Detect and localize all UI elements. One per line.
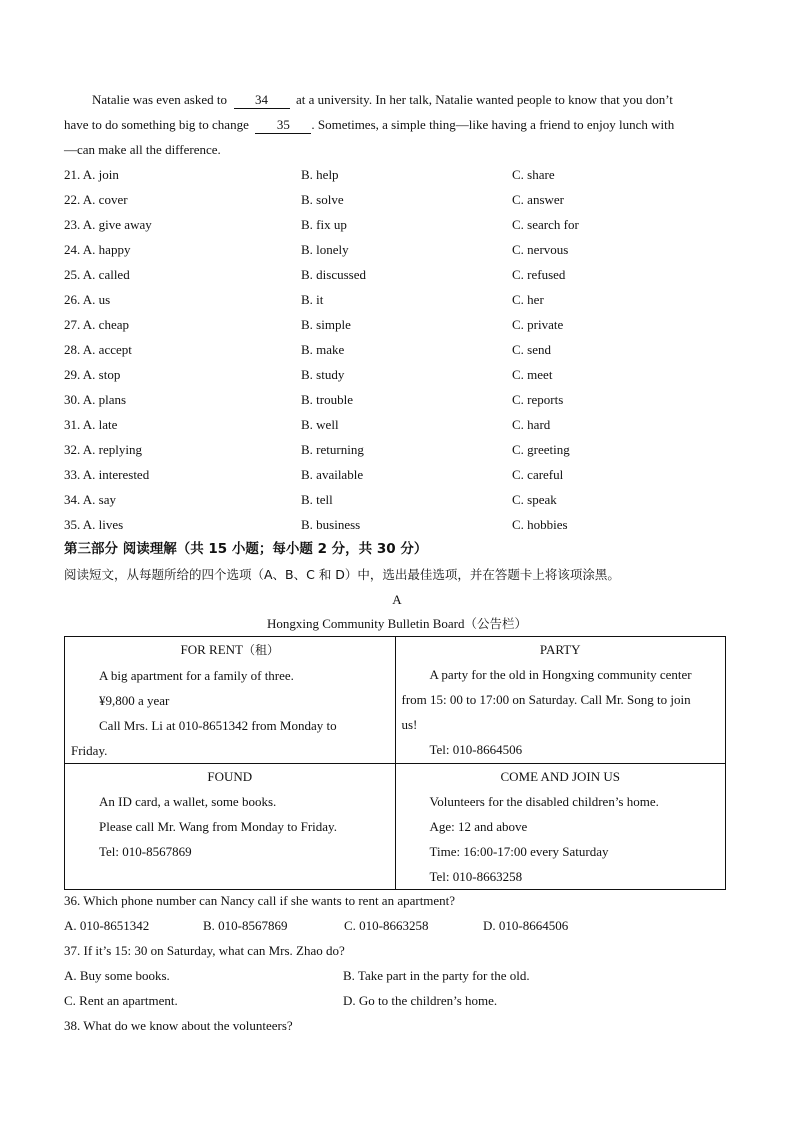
question-36-options — [64, 913, 744, 938]
option-a: 28. A. accept — [64, 342, 132, 357]
answer-option[interactable]: D. Go to the children’s home. — [343, 993, 498, 1008]
option-row — [64, 437, 744, 462]
option-c: C. reports — [512, 392, 564, 407]
option-a: 27. A. cheap — [64, 317, 129, 332]
option-a: 23. A. give away — [64, 217, 152, 232]
option-a: 21. A. join — [64, 167, 119, 182]
option-a: 22. A. cover — [64, 192, 128, 207]
option-b: B. well — [301, 417, 339, 432]
answer-option[interactable]: B. Take part in the party for the old. — [343, 968, 530, 983]
option-row — [64, 362, 744, 387]
option-row — [64, 262, 744, 287]
question-37-options — [64, 963, 744, 988]
option-row — [64, 287, 744, 312]
option-a: 33. A. interested — [64, 467, 150, 482]
option-b: B. trouble — [301, 392, 353, 407]
bulletin-board-table — [64, 636, 726, 890]
passage-line-2: have to do something big to change 35 . Sometimes, a simple thing—like having a friend to enjoy lunch with — [64, 117, 675, 132]
option-a: 31. A. late — [64, 417, 118, 432]
blank-34: 34 — [234, 91, 290, 109]
option-a: 30. A. plans — [64, 392, 127, 407]
notice-heading: FOR RENT（租） — [180, 642, 279, 657]
option-row — [64, 187, 744, 212]
option-c: C. speak — [512, 492, 557, 507]
option-b: B. fix up — [301, 217, 347, 232]
notice-for-rent: FOR RENT（租） A big apartment for a family of three. ¥9,800 a year Call Mrs. Li at 010-8651342 from Monday to Friday. — [65, 637, 396, 764]
option-row — [64, 512, 744, 537]
option-b: B. help — [301, 167, 339, 182]
option-b: B. returning — [301, 442, 364, 457]
option-b: B. study — [301, 367, 345, 382]
option-b: B. lonely — [301, 242, 349, 257]
option-c: C. share — [512, 167, 555, 182]
option-c: C. refused — [512, 267, 566, 282]
option-c: C. greeting — [512, 442, 570, 457]
answer-option[interactable]: C. Rent an apartment. — [64, 993, 178, 1008]
option-row — [64, 387, 744, 412]
section-instruction: 阅读短文，从每题所给的四个选项（A、B、C 和 D）中，选出最佳选项，并在答题卡上将该项涂黑。 — [64, 567, 620, 582]
option-row — [64, 212, 744, 237]
passage-line-1: Natalie was even asked to 34 at a university. In her talk, Natalie wanted people to know that you don’t — [92, 92, 673, 107]
option-a: 24. A. happy — [64, 242, 131, 257]
option-b: B. tell — [301, 492, 333, 507]
option-b: B. simple — [301, 317, 351, 332]
option-a: 35. A. lives — [64, 517, 124, 532]
option-c: C. send — [512, 342, 551, 357]
option-b: B. make — [301, 342, 345, 357]
question-37-options — [64, 988, 744, 1013]
notice-found: FOUND An ID card, a wallet, some books. Please call Mr. Wang from Monday to Friday. Tel: 010-8567869 — [65, 764, 396, 890]
notice-come-and-join: COME AND JOIN US Volunteers for the disabled children’s home. Age: 12 and above Time: 16:00-17:00 every Saturday Tel: 010-8663258 — [395, 764, 726, 890]
option-c: C. private — [512, 317, 564, 332]
option-b: B. it — [301, 292, 324, 307]
option-a: 26. A. us — [64, 292, 111, 307]
option-row — [64, 337, 744, 362]
blank-35: 35 — [255, 116, 311, 134]
passage-line-3: —can make all the difference. — [64, 142, 221, 157]
option-c: C. nervous — [512, 242, 569, 257]
option-row — [64, 412, 744, 437]
option-b: B. available — [301, 467, 364, 482]
option-c: C. careful — [512, 467, 564, 482]
question-36: 36. Which phone number can Nancy call if she wants to rent an apartment? — [64, 893, 456, 908]
option-a: 34. A. say — [64, 492, 116, 507]
option-row — [64, 162, 744, 187]
board-title: Hongxing Community Bulletin Board（公告栏） — [266, 616, 528, 631]
section-title: 第三部分 阅读理解（共 15 小题；每小题 2 分，共 30 分） — [64, 541, 428, 557]
notice-heading: COME AND JOIN US — [500, 769, 621, 784]
notice-heading: PARTY — [539, 642, 581, 657]
answer-option[interactable]: B. 010-8567869 — [203, 918, 288, 933]
option-a: 25. A. called — [64, 267, 130, 282]
option-a: 29. A. stop — [64, 367, 121, 382]
answer-option[interactable]: C. 010-8663258 — [344, 918, 429, 933]
answer-option[interactable]: A. 010-8651342 — [64, 918, 150, 933]
passage-label: A — [392, 592, 402, 607]
answer-option[interactable]: A. Buy some books. — [64, 968, 170, 983]
answer-option[interactable]: D. 010-8664506 — [483, 918, 569, 933]
option-b: B. discussed — [301, 267, 366, 282]
notice-party: PARTY A party for the old in Hongxing community center from 15: 00 to 17:00 on Saturday. Call Mr. Song to join us! Tel: 010-8664506 — [395, 637, 726, 764]
option-c: C. her — [512, 292, 544, 307]
option-row — [64, 487, 744, 512]
option-c: C. meet — [512, 367, 553, 382]
option-row — [64, 462, 744, 487]
option-row — [64, 312, 744, 337]
option-c: C. search for — [512, 217, 579, 232]
option-c: C. hard — [512, 417, 551, 432]
question-37: 37. If it’s 15: 30 on Saturday, what can Mrs. Zhao do? — [64, 943, 345, 958]
option-a: 32. A. replying — [64, 442, 142, 457]
option-row — [64, 237, 744, 262]
option-c: C. answer — [512, 192, 564, 207]
notice-heading: FOUND — [207, 769, 253, 784]
option-c: C. hobbies — [512, 517, 568, 532]
passage-paragraph — [64, 87, 726, 162]
question-38: 38. What do we know about the volunteers? — [64, 1018, 293, 1033]
option-b: B. solve — [301, 192, 344, 207]
option-b: B. business — [301, 517, 361, 532]
